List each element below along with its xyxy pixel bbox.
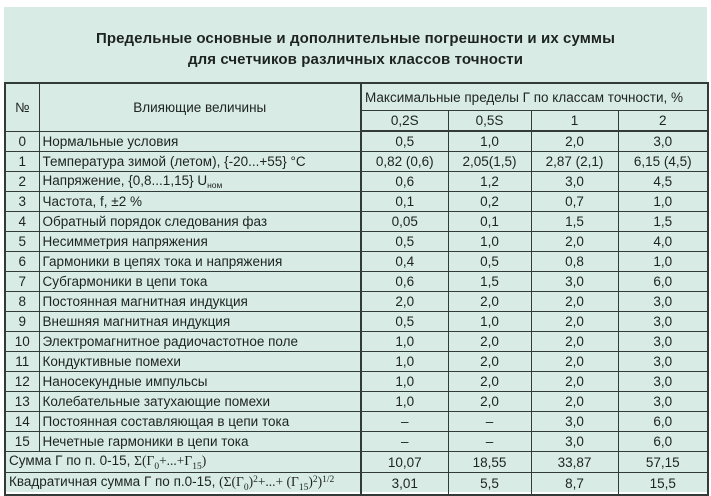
- summary-value-cell: 8,7: [531, 473, 618, 496]
- table-row: [5, 432, 708, 452]
- value-cell: 2,0: [448, 292, 531, 312]
- value-cell: 0,82 (0,6): [361, 152, 448, 172]
- value-cell: 2,05(1,5): [448, 152, 531, 172]
- label-segment: 15: [192, 461, 202, 472]
- table-row: [5, 172, 708, 192]
- label-segment: Сумма Г по п. 0-15,: [9, 452, 135, 468]
- class-header-1: 1: [531, 111, 618, 132]
- label-segment: Постоянная составляющая в цепи тока: [42, 414, 290, 429]
- label-segment: Нечетные гармоники в цепи тока: [42, 434, 249, 449]
- value-cell: 3,0: [618, 292, 708, 312]
- label-segment: ): [201, 452, 207, 468]
- row-number-cell: 14: [5, 412, 39, 432]
- value-cell: 3,0: [618, 372, 708, 392]
- errors-table: [4, 82, 709, 496]
- influencing-quantity-cell: [39, 412, 361, 432]
- label-segment: 2: [312, 475, 318, 485]
- influencing-quantity-cell: [39, 332, 361, 352]
- row-number-cell: 12: [5, 372, 39, 392]
- summary-value-cell: 5,5: [448, 473, 531, 496]
- table-row: [5, 272, 708, 292]
- label-segment: +...+Γ: [159, 452, 193, 468]
- label-segment: ): [308, 474, 313, 489]
- title-line-1: Предельные основные и дополнительные погрешности и их суммы: [95, 30, 616, 47]
- row-number-cell: 9: [5, 312, 39, 332]
- label-segment: 0: [154, 461, 160, 472]
- value-cell: 1,5: [531, 212, 618, 232]
- summary-value-cell: 18,55: [448, 452, 531, 473]
- value-cell: 1,0: [448, 312, 531, 332]
- value-cell: 1,5: [618, 212, 708, 232]
- row-number-cell: 10: [5, 332, 39, 352]
- table-panel: [4, 7, 707, 492]
- table-row: [5, 252, 708, 272]
- value-cell: 2,0: [531, 292, 618, 312]
- value-cell: 3,0: [618, 332, 708, 352]
- label-segment: Субгармоники в цепи тока: [42, 274, 208, 289]
- summary-value-cell: 3,01: [361, 473, 448, 496]
- influencing-quantity-cell: [39, 352, 361, 372]
- value-cell: 3,0: [618, 352, 708, 372]
- label-segment: Температура зимой (летом), {-20...+55} °C: [42, 154, 306, 169]
- value-cell: 3,0: [531, 172, 618, 192]
- label-segment: Электромагнитное радиочастотное поле: [42, 334, 299, 349]
- summary-value-cell: 15,5: [618, 473, 708, 496]
- row-number-cell: 7: [5, 272, 39, 292]
- value-cell: 2,0: [531, 312, 618, 332]
- influencing-quantity-cell: [39, 312, 361, 332]
- value-cell: 1,0: [618, 252, 708, 272]
- value-cell: 2,0: [448, 332, 531, 352]
- label-segment: Несимметрия напряжения: [42, 234, 208, 249]
- value-cell: 0,6: [361, 172, 448, 192]
- table-row: [5, 292, 708, 312]
- row-number-cell: 1: [5, 152, 39, 172]
- influencing-quantity-cell: [39, 392, 361, 412]
- label-segment: Обратный порядок следования фаз: [42, 214, 268, 229]
- value-cell: 4,5: [618, 172, 708, 192]
- row-number-cell: 4: [5, 212, 39, 232]
- value-cell: 6,0: [618, 432, 708, 452]
- value-cell: 2,0: [531, 332, 618, 352]
- value-cell: 2,0: [448, 392, 531, 412]
- influencing-quantity-cell: [39, 232, 361, 252]
- row-number-cell: 15: [5, 432, 39, 452]
- row-number-cell: 5: [5, 232, 39, 252]
- label-segment: Нормальные условия: [42, 133, 179, 149]
- value-cell: 6,0: [618, 412, 708, 432]
- label-segment: (Σ(Γ: [219, 474, 244, 489]
- value-cell: 3,0: [618, 392, 708, 412]
- value-cell: 2,0: [531, 372, 618, 392]
- summary-row: [5, 452, 708, 473]
- label-segment: Внешняя магнитная индукция: [42, 314, 231, 329]
- value-cell: 3,0: [531, 412, 618, 432]
- table-header: [5, 83, 708, 131]
- summary-value-cell: 33,87: [531, 452, 618, 473]
- max-limits-group-header: Максимальные пределы Г по классам точности, %: [361, 83, 708, 111]
- table-footer: [5, 452, 708, 496]
- page-title: [4, 28, 707, 70]
- table-row: [5, 152, 708, 172]
- value-cell: 3,0: [618, 312, 708, 332]
- label-segment: Σ(Γ: [134, 452, 155, 468]
- influencing-quantity-cell: [39, 272, 361, 292]
- header-row-1: [5, 83, 708, 111]
- influencing-quantity-cell: [39, 292, 361, 312]
- value-cell: –: [361, 412, 448, 432]
- label-segment: Постоянная магнитная индукция: [42, 294, 248, 309]
- value-cell: 0,7: [531, 192, 618, 212]
- value-cell: 0,1: [361, 192, 448, 212]
- number-column-header: №: [5, 83, 39, 131]
- table-row: [5, 232, 708, 252]
- value-cell: 1,5: [448, 272, 531, 292]
- row-number-cell: 13: [5, 392, 39, 412]
- table-body: [5, 131, 708, 452]
- value-cell: 2,0: [448, 372, 531, 392]
- table-row: [5, 412, 708, 432]
- value-cell: 2,0: [531, 131, 618, 152]
- row-number-cell: 0: [5, 131, 39, 152]
- value-cell: 0,6: [361, 272, 448, 292]
- table-row: [5, 392, 708, 412]
- label-segment: Квадратичная сумма Г по п.0-15,: [9, 474, 220, 489]
- label-segment: Кондуктивные помехи: [42, 354, 181, 369]
- row-number-cell: 2: [5, 172, 39, 192]
- label-segment: Гармоники в цепях тока и напряжения: [42, 254, 283, 269]
- summary-label-cell: [5, 452, 361, 473]
- summary-value-cell: 10,07: [361, 452, 448, 473]
- label-segment: Частота, f, ±2 %: [42, 194, 142, 209]
- value-cell: 1,0: [618, 192, 708, 212]
- table-row: [5, 312, 708, 332]
- value-cell: 2,0: [531, 232, 618, 252]
- value-cell: 1,0: [361, 352, 448, 372]
- value-cell: –: [448, 412, 531, 432]
- label-segment: Колебательные затухающие помехи: [42, 394, 271, 409]
- value-cell: 0,5: [361, 312, 448, 332]
- influencing-quantity-cell: [39, 152, 361, 172]
- value-cell: 1,0: [361, 392, 448, 412]
- class-header-2: 2: [618, 111, 708, 132]
- label-segment: ): [248, 474, 254, 489]
- label-segment: ): [317, 474, 323, 489]
- value-cell: 1,2: [448, 172, 531, 192]
- row-number-cell: 11: [5, 352, 39, 372]
- summary-value-cell: 57,15: [618, 452, 708, 473]
- influencing-quantities-header: Влияющие величины: [39, 83, 361, 131]
- value-cell: 2,0: [531, 352, 618, 372]
- value-cell: –: [361, 432, 448, 452]
- row-number-cell: 8: [5, 292, 39, 312]
- row-number-cell: 3: [5, 192, 39, 212]
- value-cell: 2,87 (2,1): [531, 152, 618, 172]
- label-segment: 0: [243, 483, 249, 493]
- influencing-quantity-cell: [39, 131, 361, 152]
- value-cell: 1,0: [361, 332, 448, 352]
- label-segment: +...+ (Γ: [257, 474, 299, 489]
- label-segment: 2: [253, 475, 258, 485]
- value-cell: 1,0: [448, 232, 531, 252]
- class-header-02s: 0,2S: [361, 111, 448, 132]
- table-row: [5, 372, 708, 392]
- class-header-05s: 0,5S: [448, 111, 531, 132]
- label-segment: Напряжение, {0,8...1,15} U: [42, 173, 208, 188]
- table-row: [5, 131, 708, 152]
- value-cell: 4,0: [618, 232, 708, 252]
- value-cell: 6,0: [618, 272, 708, 292]
- influencing-quantity-cell: [39, 252, 361, 272]
- value-cell: 0,8: [531, 252, 618, 272]
- value-cell: 3,0: [618, 131, 708, 152]
- label-segment: ном: [207, 180, 223, 190]
- value-cell: 0,4: [361, 252, 448, 272]
- value-cell: 1,0: [448, 131, 531, 152]
- influencing-quantity-cell: [39, 172, 361, 192]
- influencing-quantity-cell: [39, 432, 361, 452]
- row-number-cell: 6: [5, 252, 39, 272]
- value-cell: 0,5: [361, 131, 448, 152]
- table-row: [5, 332, 708, 352]
- influencing-quantity-cell: [39, 192, 361, 212]
- table-row: [5, 192, 708, 212]
- value-cell: 3,0: [531, 432, 618, 452]
- value-cell: 1,0: [361, 372, 448, 392]
- value-cell: 6,15 (4,5): [618, 152, 708, 172]
- label-segment: 15: [298, 483, 309, 493]
- value-cell: –: [448, 432, 531, 452]
- value-cell: 0,05: [361, 212, 448, 232]
- value-cell: 2,0: [448, 352, 531, 372]
- table-row: [5, 212, 708, 232]
- title-line-2: для счетчиков различных классов точности: [187, 51, 524, 68]
- value-cell: 2,0: [361, 292, 448, 312]
- value-cell: 2,0: [531, 392, 618, 412]
- table-row: [5, 352, 708, 372]
- label-segment: 1/2: [322, 475, 335, 485]
- value-cell: 0,5: [361, 232, 448, 252]
- value-cell: 0,5: [448, 252, 531, 272]
- value-cell: 3,0: [531, 272, 618, 292]
- value-cell: 0,2: [448, 192, 531, 212]
- influencing-quantity-cell: [39, 372, 361, 392]
- value-cell: 0,1: [448, 212, 531, 232]
- label-segment: Наносекундные импульсы: [42, 374, 208, 389]
- influencing-quantity-cell: [39, 212, 361, 232]
